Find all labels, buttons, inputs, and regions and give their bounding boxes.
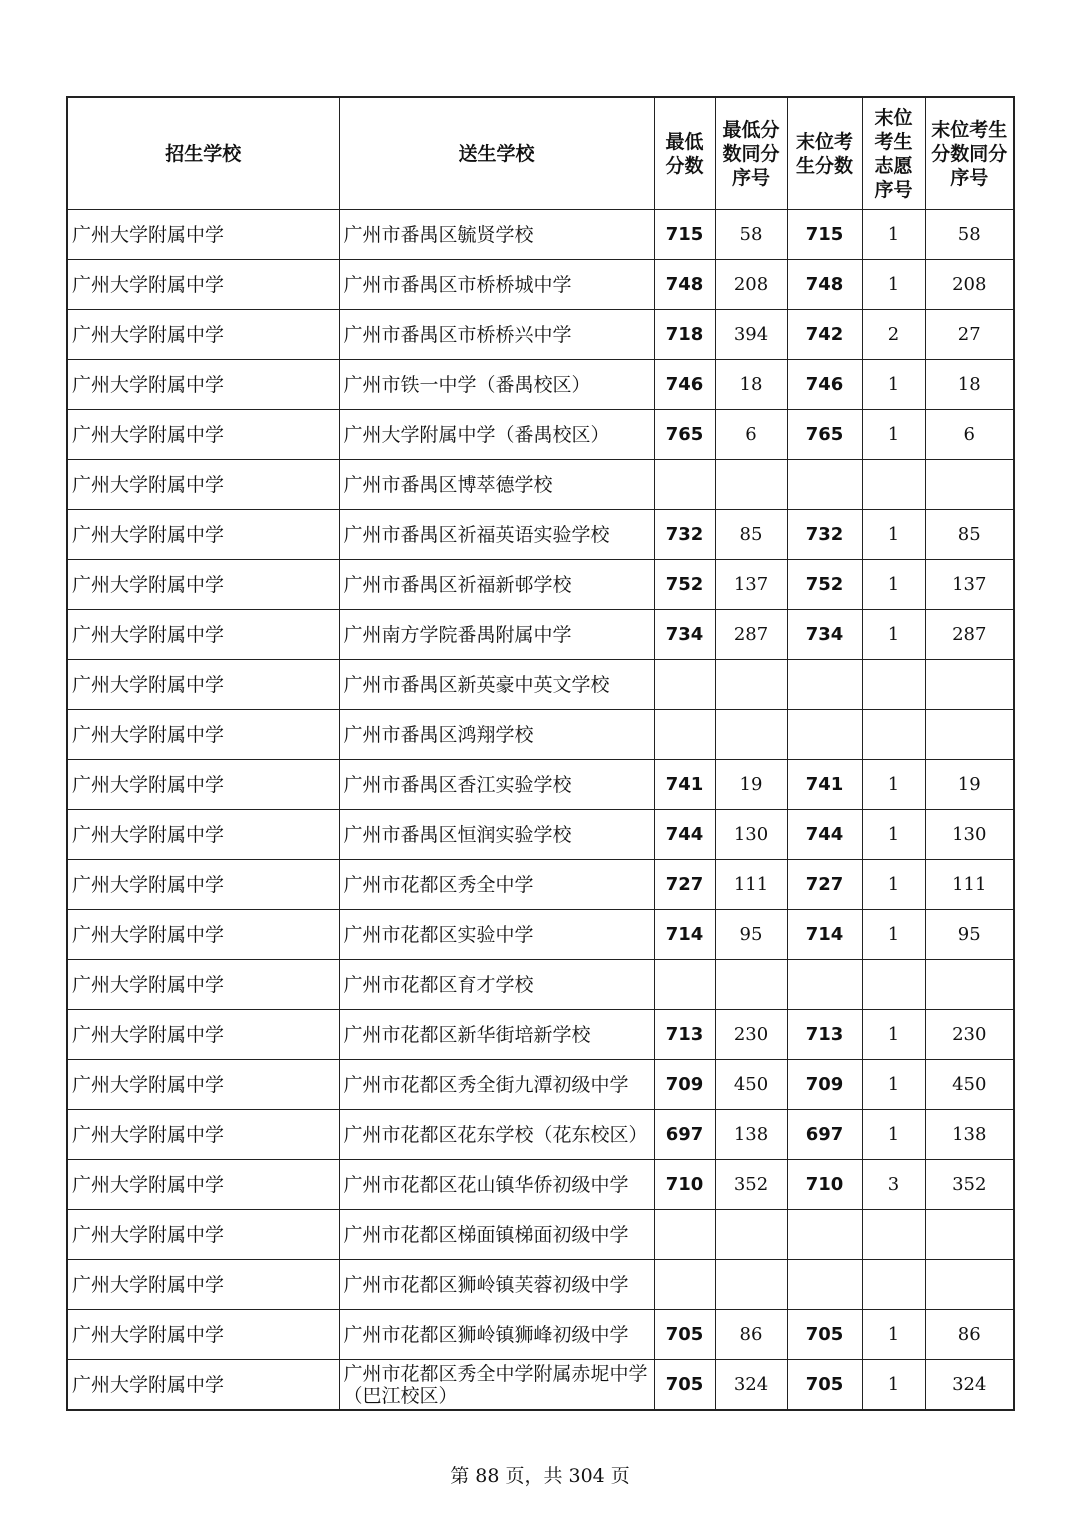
cell-last-score: 715 (787, 210, 862, 260)
cell-sender-school: 广州市番禺区祈福英语实验学校 (339, 510, 654, 560)
table-header (67, 97, 1014, 210)
cell-enroll-school: 广州大学附属中学 (67, 1210, 339, 1260)
cell-sender-school: 广州市番禺区市桥桥城中学 (339, 260, 654, 310)
cell-last-preference: 1 (862, 1110, 925, 1160)
cell-last-score: 709 (787, 1060, 862, 1110)
cell-min-score: 734 (654, 610, 715, 660)
cell-enroll-school: 广州大学附属中学 (67, 1060, 339, 1110)
cell-last-preference: 1 (862, 910, 925, 960)
cell-last-score-rank: 58 (925, 210, 1014, 260)
cell-last-preference (862, 1210, 925, 1260)
cell-last-score: 713 (787, 1010, 862, 1060)
cell-enroll-school: 广州大学附属中学 (67, 210, 339, 260)
cell-enroll-school: 广州大学附属中学 (67, 1360, 339, 1411)
cell-min-score-rank: 450 (715, 1060, 787, 1110)
cell-enroll-school: 广州大学附属中学 (67, 660, 339, 710)
table-row (67, 1310, 1014, 1360)
table-row (67, 810, 1014, 860)
cell-enroll-school: 广州大学附属中学 (67, 710, 339, 760)
cell-last-score-rank: 137 (925, 560, 1014, 610)
admission-score-table (66, 96, 1015, 1411)
cell-min-score-rank: 130 (715, 810, 787, 860)
table-row (67, 1360, 1014, 1411)
cell-min-score-rank: 394 (715, 310, 787, 360)
cell-last-score: 746 (787, 360, 862, 410)
table-row (67, 660, 1014, 710)
cell-last-score-rank (925, 710, 1014, 760)
cell-sender-school: 广州市番禺区鸿翔学校 (339, 710, 654, 760)
cell-last-score (787, 1260, 862, 1310)
cell-enroll-school: 广州大学附属中学 (67, 360, 339, 410)
cell-last-score: 714 (787, 910, 862, 960)
table-row (67, 1060, 1014, 1110)
cell-enroll-school: 广州大学附属中学 (67, 560, 339, 610)
cell-min-score (654, 1260, 715, 1310)
table-row (67, 960, 1014, 1010)
cell-last-score-rank (925, 460, 1014, 510)
header-min-score: 最低 分数 (654, 97, 715, 210)
cell-min-score-rank (715, 1210, 787, 1260)
cell-min-score-rank (715, 1260, 787, 1310)
cell-last-preference: 1 (862, 510, 925, 560)
cell-sender-school: 广州市番禺区新英豪中英文学校 (339, 660, 654, 710)
cell-enroll-school: 广州大学附属中学 (67, 460, 339, 510)
cell-sender-school: 广州市花都区秀全街九潭初级中学 (339, 1060, 654, 1110)
cell-last-score: 765 (787, 410, 862, 460)
cell-sender-school: 广州市番禺区香江实验学校 (339, 760, 654, 810)
cell-last-preference: 1 (862, 1010, 925, 1060)
cell-enroll-school: 广州大学附属中学 (67, 410, 339, 460)
cell-enroll-school: 广州大学附属中学 (67, 310, 339, 360)
cell-last-score: 741 (787, 760, 862, 810)
cell-enroll-school: 广州大学附属中学 (67, 1310, 339, 1360)
cell-last-preference: 1 (862, 1310, 925, 1360)
cell-min-score-rank: 58 (715, 210, 787, 260)
cell-last-score: 744 (787, 810, 862, 860)
cell-min-score-rank (715, 660, 787, 710)
header-sender-school: 送生学校 (339, 97, 654, 210)
cell-min-score: 715 (654, 210, 715, 260)
cell-min-score: 748 (654, 260, 715, 310)
table-row (67, 560, 1014, 610)
cell-last-score: 705 (787, 1310, 862, 1360)
cell-last-preference: 1 (862, 1360, 925, 1411)
table-row (67, 610, 1014, 660)
cell-min-score: 744 (654, 810, 715, 860)
cell-min-score: 705 (654, 1310, 715, 1360)
cell-last-score: 742 (787, 310, 862, 360)
cell-min-score: 741 (654, 760, 715, 810)
cell-last-score-rank: 111 (925, 860, 1014, 910)
cell-last-score-rank: 85 (925, 510, 1014, 560)
cell-sender-school: 广州市番禺区恒润实验学校 (339, 810, 654, 860)
cell-min-score: 713 (654, 1010, 715, 1060)
cell-min-score: 746 (654, 360, 715, 410)
cell-last-preference: 1 (862, 760, 925, 810)
cell-sender-school: 广州市花都区育才学校 (339, 960, 654, 1010)
cell-sender-school: 广州市花都区秀全中学 (339, 860, 654, 910)
cell-min-score: 710 (654, 1160, 715, 1210)
cell-last-score-rank: 208 (925, 260, 1014, 310)
cell-sender-school: 广州市番禺区博萃德学校 (339, 460, 654, 510)
cell-enroll-school: 广州大学附属中学 (67, 1110, 339, 1160)
cell-last-score-rank: 27 (925, 310, 1014, 360)
cell-enroll-school: 广州大学附属中学 (67, 510, 339, 560)
cell-last-score-rank: 230 (925, 1010, 1014, 1060)
cell-min-score-rank: 230 (715, 1010, 787, 1060)
cell-last-score: 734 (787, 610, 862, 660)
cell-min-score-rank: 111 (715, 860, 787, 910)
cell-last-score-rank: 450 (925, 1060, 1014, 1110)
cell-last-preference: 1 (862, 560, 925, 610)
cell-last-preference (862, 660, 925, 710)
cell-last-score-rank: 95 (925, 910, 1014, 960)
table-row (67, 310, 1014, 360)
table-row (67, 910, 1014, 960)
cell-min-score (654, 960, 715, 1010)
cell-min-score-rank: 352 (715, 1160, 787, 1210)
cell-sender-school: 广州市番禺区毓贤学校 (339, 210, 654, 260)
cell-min-score-rank (715, 960, 787, 1010)
cell-last-score: 732 (787, 510, 862, 560)
cell-last-score-rank (925, 960, 1014, 1010)
cell-min-score: 727 (654, 860, 715, 910)
cell-min-score (654, 660, 715, 710)
cell-enroll-school: 广州大学附属中学 (67, 1010, 339, 1060)
cell-last-score-rank (925, 660, 1014, 710)
cell-last-score-rank: 130 (925, 810, 1014, 860)
cell-last-score-rank: 352 (925, 1160, 1014, 1210)
cell-last-score: 727 (787, 860, 862, 910)
cell-enroll-school: 广州大学附属中学 (67, 1260, 339, 1310)
cell-last-preference (862, 1260, 925, 1310)
cell-last-score: 710 (787, 1160, 862, 1210)
page-footer: 第 88 页，共 304 页 (450, 1465, 630, 1487)
cell-min-score-rank (715, 460, 787, 510)
cell-last-score: 748 (787, 260, 862, 310)
header-last-score: 末位考 生分数 (787, 97, 862, 210)
cell-sender-school: 广州市花都区新华街培新学校 (339, 1010, 654, 1060)
cell-last-score-rank: 18 (925, 360, 1014, 410)
cell-last-score (787, 460, 862, 510)
cell-last-preference: 1 (862, 410, 925, 460)
cell-sender-school: 广州市花都区狮岭镇芙蓉初级中学 (339, 1260, 654, 1310)
table-row (67, 1010, 1014, 1060)
table-row (67, 260, 1014, 310)
table-row (67, 1210, 1014, 1260)
cell-min-score: 697 (654, 1110, 715, 1160)
cell-min-score: 752 (654, 560, 715, 610)
cell-last-score (787, 1210, 862, 1260)
cell-last-preference (862, 960, 925, 1010)
cell-sender-school: 广州市铁一中学（番禺校区） (339, 360, 654, 410)
cell-last-score-rank: 19 (925, 760, 1014, 810)
cell-last-score (787, 710, 862, 760)
table-row (67, 760, 1014, 810)
cell-min-score-rank: 324 (715, 1360, 787, 1411)
cell-last-score (787, 960, 862, 1010)
cell-enroll-school: 广州大学附属中学 (67, 260, 339, 310)
cell-last-preference: 1 (862, 360, 925, 410)
cell-sender-school: 广州市花都区梯面镇梯面初级中学 (339, 1210, 654, 1260)
cell-min-score-rank: 138 (715, 1110, 787, 1160)
cell-sender-school: 广州南方学院番禺附属中学 (339, 610, 654, 660)
cell-last-preference: 2 (862, 310, 925, 360)
table-row (67, 460, 1014, 510)
cell-min-score-rank: 208 (715, 260, 787, 310)
cell-sender-school: 广州市花都区花山镇华侨初级中学 (339, 1160, 654, 1210)
cell-last-preference (862, 710, 925, 760)
table-row (67, 1160, 1014, 1210)
cell-last-score-rank: 287 (925, 610, 1014, 660)
cell-sender-school: 广州市花都区狮岭镇狮峰初级中学 (339, 1310, 654, 1360)
cell-min-score: 709 (654, 1060, 715, 1110)
cell-last-preference: 1 (862, 1060, 925, 1110)
header-last-preference: 末位 考生 志愿 序号 (862, 97, 925, 210)
cell-enroll-school: 广州大学附属中学 (67, 910, 339, 960)
table-row (67, 710, 1014, 760)
header-enroll-school: 招生学校 (67, 97, 339, 210)
cell-min-score-rank: 137 (715, 560, 787, 610)
cell-min-score-rank: 19 (715, 760, 787, 810)
cell-last-preference (862, 460, 925, 510)
header-last-score-rank: 末位考生 分数同分 序号 (925, 97, 1014, 210)
table-row (67, 510, 1014, 560)
cell-min-score-rank: 86 (715, 1310, 787, 1360)
table-row (67, 410, 1014, 460)
cell-sender-school: 广州市番禺区祈福新邨学校 (339, 560, 654, 610)
cell-enroll-school: 广州大学附属中学 (67, 860, 339, 910)
cell-min-score-rank: 18 (715, 360, 787, 410)
cell-min-score (654, 1210, 715, 1260)
cell-last-preference: 1 (862, 260, 925, 310)
cell-last-score-rank (925, 1210, 1014, 1260)
table-row (67, 210, 1014, 260)
cell-min-score-rank: 6 (715, 410, 787, 460)
cell-last-score: 752 (787, 560, 862, 610)
cell-min-score-rank (715, 710, 787, 760)
cell-sender-school: 广州大学附属中学（番禺校区） (339, 410, 654, 460)
cell-min-score (654, 460, 715, 510)
table-row (67, 860, 1014, 910)
cell-last-preference: 1 (862, 810, 925, 860)
cell-enroll-school: 广州大学附属中学 (67, 810, 339, 860)
cell-last-preference: 1 (862, 210, 925, 260)
cell-enroll-school: 广州大学附属中学 (67, 1160, 339, 1210)
table-row (67, 1110, 1014, 1160)
cell-last-score-rank: 324 (925, 1360, 1014, 1411)
cell-min-score-rank: 287 (715, 610, 787, 660)
cell-min-score: 718 (654, 310, 715, 360)
table-row (67, 1260, 1014, 1310)
cell-last-score: 697 (787, 1110, 862, 1160)
cell-enroll-school: 广州大学附属中学 (67, 760, 339, 810)
table-body (67, 210, 1014, 1411)
cell-last-score: 705 (787, 1360, 862, 1411)
cell-last-preference: 3 (862, 1160, 925, 1210)
table-row (67, 360, 1014, 410)
cell-last-score-rank: 6 (925, 410, 1014, 460)
cell-sender-school: 广州市番禺区市桥桥兴中学 (339, 310, 654, 360)
cell-sender-school: 广州市花都区实验中学 (339, 910, 654, 960)
cell-sender-school: 广州市花都区花东学校（花东校区） (339, 1110, 654, 1160)
cell-last-preference: 1 (862, 860, 925, 910)
header-min-score-rank: 最低分 数同分 序号 (715, 97, 787, 210)
cell-last-score-rank: 86 (925, 1310, 1014, 1360)
cell-min-score: 765 (654, 410, 715, 460)
cell-enroll-school: 广州大学附属中学 (67, 610, 339, 660)
cell-enroll-school: 广州大学附属中学 (67, 960, 339, 1010)
cell-min-score: 714 (654, 910, 715, 960)
cell-sender-school: 广州市花都区秀全中学附属赤坭中学（巴江校区） (339, 1360, 654, 1411)
cell-min-score-rank: 85 (715, 510, 787, 560)
cell-last-score-rank: 138 (925, 1110, 1014, 1160)
cell-min-score-rank: 95 (715, 910, 787, 960)
cell-min-score (654, 710, 715, 760)
cell-last-score (787, 660, 862, 710)
cell-last-preference: 1 (862, 610, 925, 660)
cell-min-score: 705 (654, 1360, 715, 1411)
cell-last-score-rank (925, 1260, 1014, 1310)
cell-min-score: 732 (654, 510, 715, 560)
